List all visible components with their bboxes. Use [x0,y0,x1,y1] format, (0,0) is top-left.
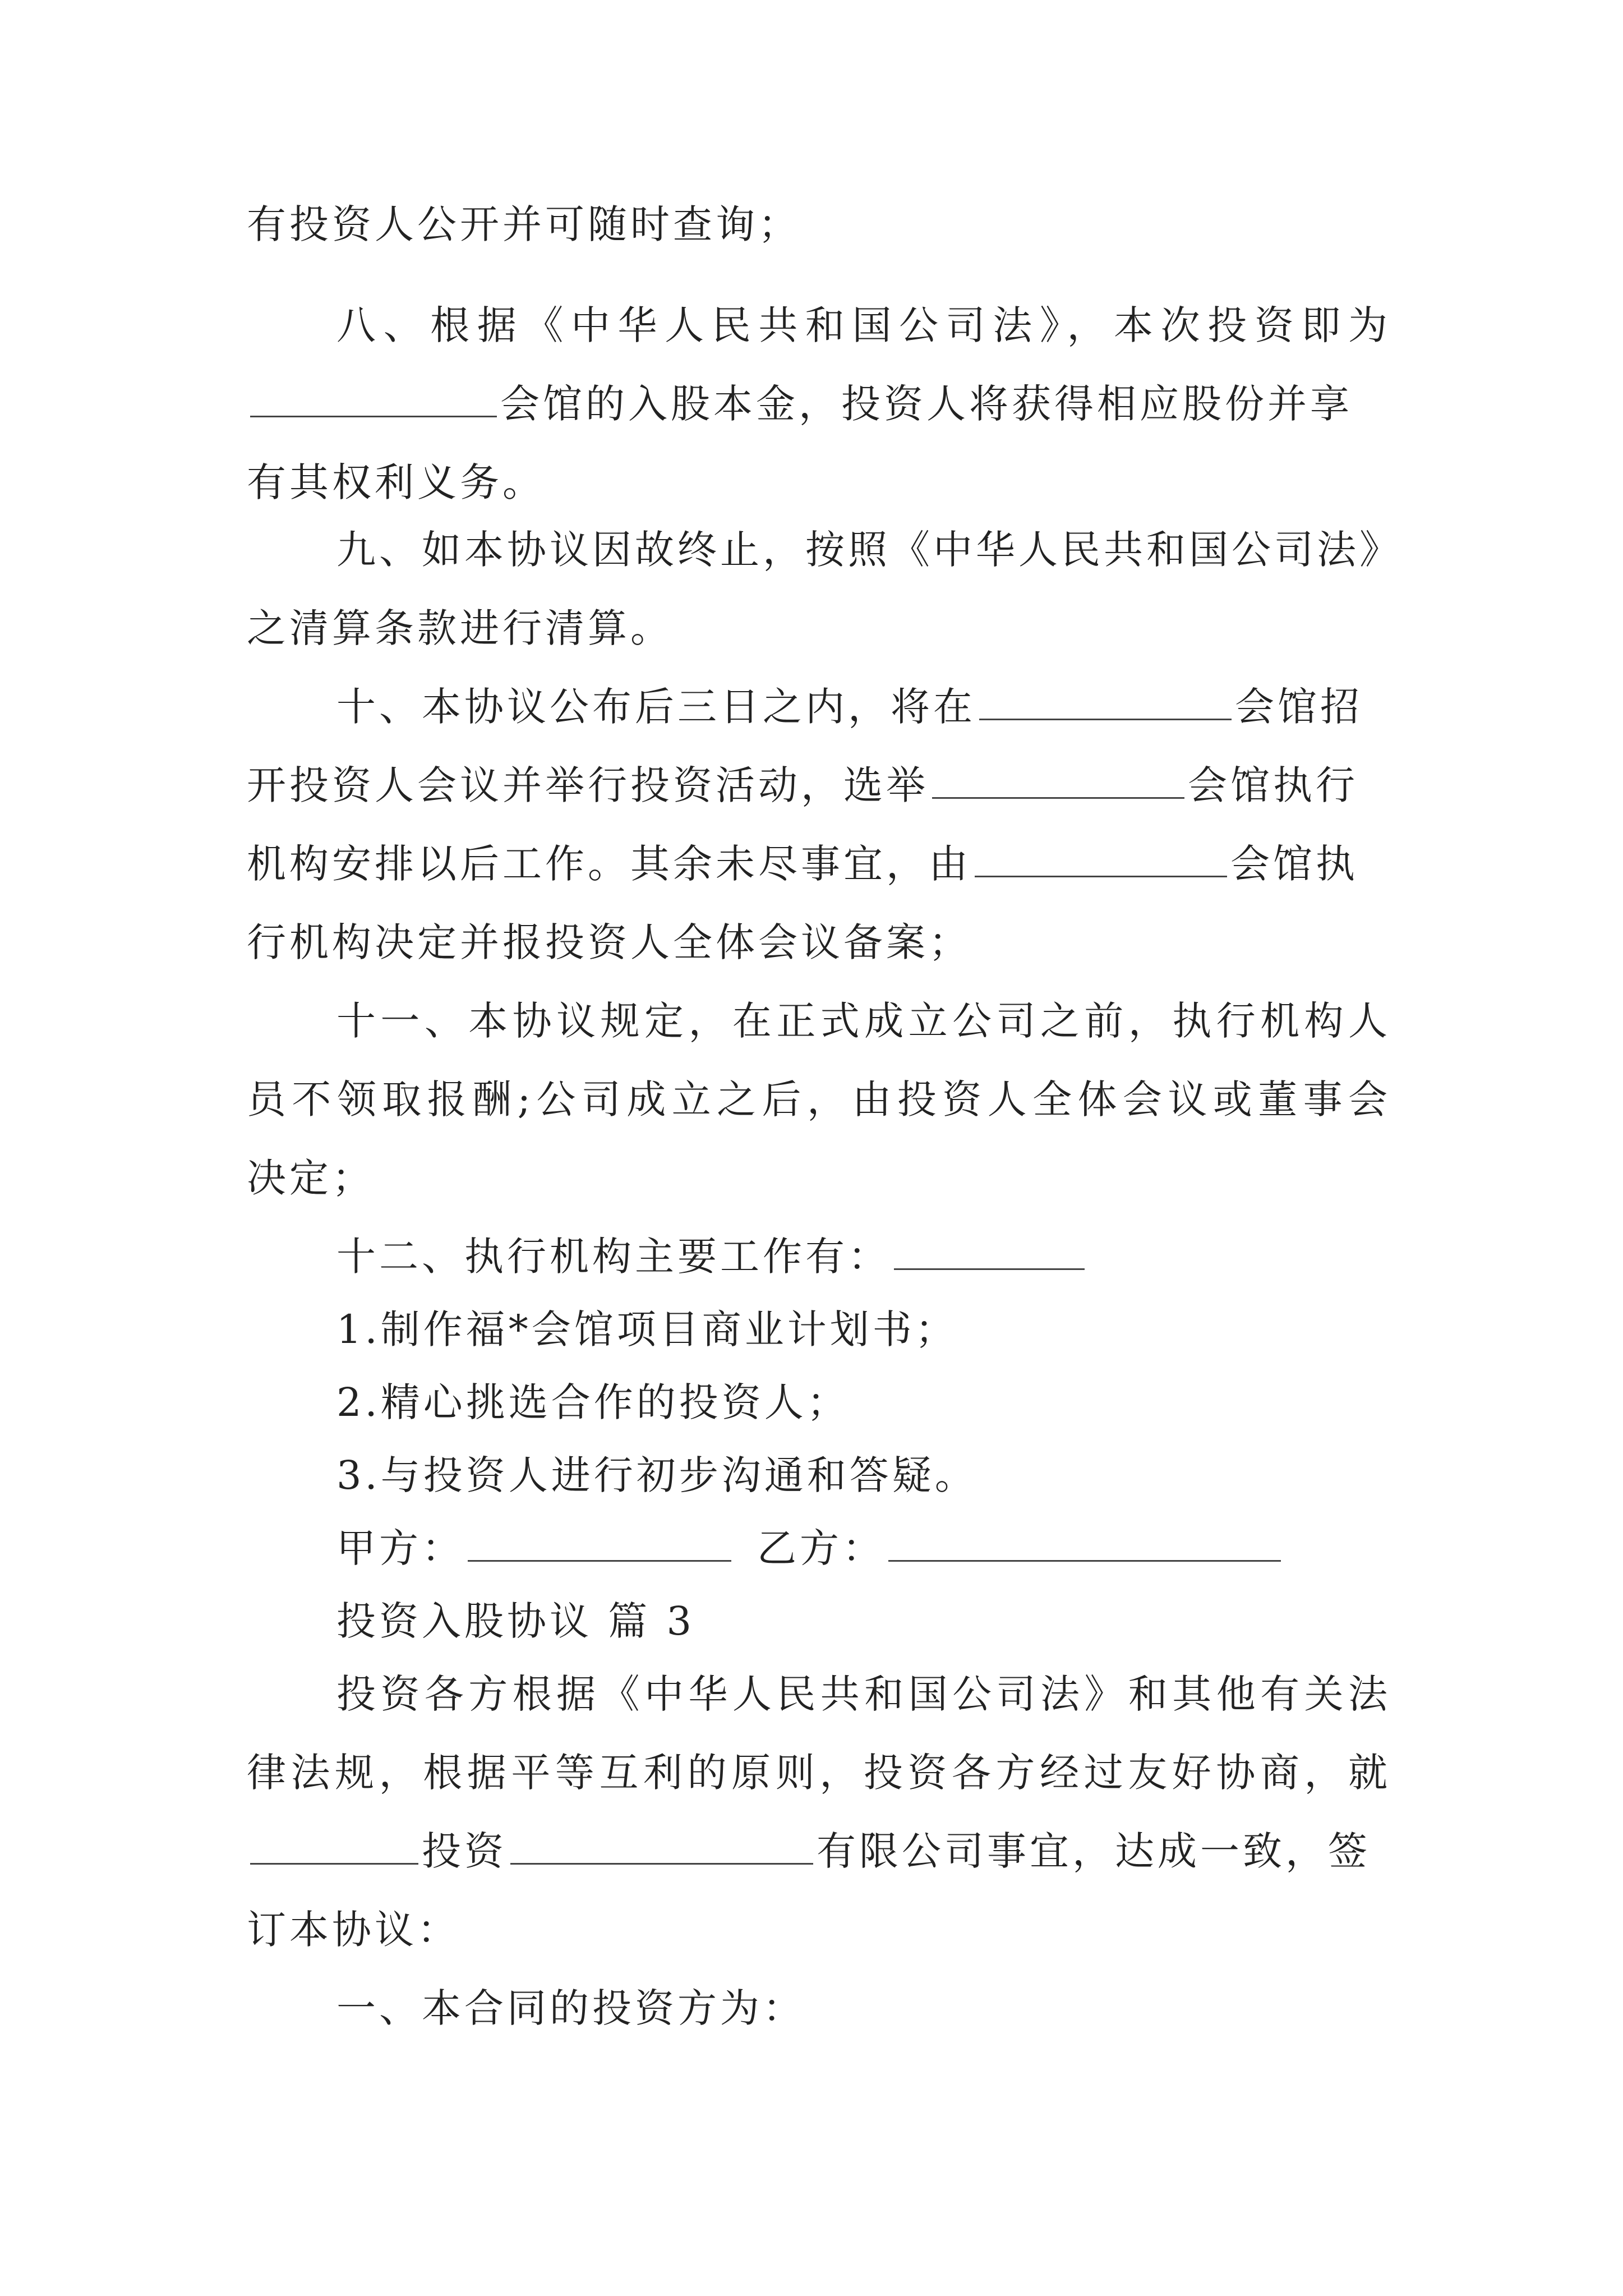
text-segment: 十、本协议公布后三日之内，将在 [336,684,976,730]
fill-in-blank[interactable] [979,682,1232,720]
fill-in-blank[interactable] [250,1826,418,1865]
paragraph-line [247,455,1391,509]
paragraph-line [247,377,1391,431]
list-item [336,1375,1391,1429]
text-segment: 有投资人公开并可随时查询； [247,201,801,247]
paragraph-line [247,1824,1391,1878]
text-segment: 有其权利义务。 [247,459,545,505]
list-item [336,1303,1391,1356]
text-segment: 会馆执行 [1188,762,1358,808]
paragraph-line [247,1073,1391,1126]
text-segment: 行机构决定并报投资人全体会议备案； [247,919,971,965]
text-segment: 投资各方根据《中华人民共和国公司法》和其他有关法 [336,1671,1391,1717]
text-segment: 机构安排以后工作。其余未尽事宜，由 [247,841,971,887]
fill-in-blank[interactable] [250,379,497,417]
party-b-blank[interactable] [888,1523,1281,1562]
text-segment: 十一、本协议规定，在正式成立公司之前，执行机构人 [336,998,1391,1044]
fill-in-blank[interactable] [510,1826,813,1865]
text-segment: 一、本合同的投资方为： [336,1985,805,2031]
text-segment: 投资 [422,1828,507,1874]
text-segment: 会馆的入股本金，投资人将获得相应股份并享 [500,381,1353,427]
paragraph-line [336,523,1402,577]
paragraph-line [247,758,1391,812]
fill-in-blank[interactable] [932,760,1184,799]
paragraph-line [247,837,1391,891]
text-segment: 有限公司事宜，达成一致，签 [817,1828,1371,1874]
text-segment: 会馆招 [1235,684,1363,730]
paragraph-line [247,601,1391,655]
paragraph-line [336,1230,1391,1283]
paragraph-line [336,298,1391,352]
section-heading [336,1594,1391,1648]
paragraph-line [247,1903,1391,1957]
paragraph-line [336,680,1391,734]
paragraph-line [247,1746,1391,1800]
text-segment: 八、根据《中华人民共和国公司法》，本次投资即为 [336,302,1391,348]
text-segment: 投资入股协议 篇 3 [336,1598,695,1644]
text-segment: 3.与投资人进行初步沟通和答疑。 [336,1452,978,1498]
paragraph-line [336,994,1391,1048]
text-segment: 决定； [247,1155,375,1201]
text-segment: 会馆执 [1230,841,1358,887]
fill-in-blank[interactable] [975,839,1227,877]
text-segment: 订本协议： [247,1907,460,1953]
paragraph-line [336,1981,1391,2035]
paragraph-line [247,915,1391,969]
paragraph-line [336,1667,1391,1721]
fill-in-blank[interactable] [894,1231,1085,1270]
paragraph-line [247,197,1391,251]
paragraph-line [247,1151,1391,1205]
text-segment: 员不领取报酬;公司成立之后，由投资人全体会议或董事会 [247,1076,1391,1122]
text-segment: 十二、执行机构主要工作有： [336,1234,891,1280]
text-segment: 九、如本协议因故终止，按照《中华人民共和国公司法》 [336,527,1402,573]
text-segment: 之清算条款进行清算。 [247,605,673,651]
list-item [336,1448,1391,1502]
text-segment: 1.制作福*会馆项目商业计划书； [336,1306,958,1352]
text-segment: 律法规，根据平等互利的原则，投资各方经过友好协商，就 [247,1750,1391,1796]
text-segment: 开投资人会议并举行投资活动，选举 [247,762,929,808]
party-a-blank[interactable] [468,1523,731,1562]
party-a-label: 甲方： [336,1525,464,1571]
signature-line [336,1521,1391,1575]
text-segment: 2.精心挑选合作的投资人； [336,1379,850,1425]
party-b-label: 乙方： [757,1525,885,1571]
